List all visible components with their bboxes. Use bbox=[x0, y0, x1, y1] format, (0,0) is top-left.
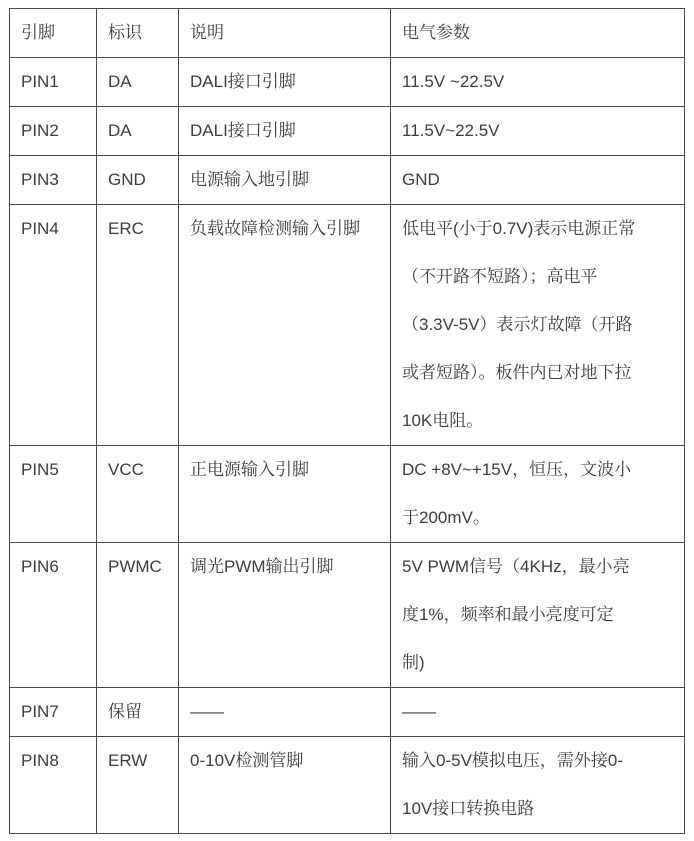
cell-line: 制) bbox=[402, 653, 425, 672]
cell-pin bbox=[10, 737, 97, 834]
cell-line: DA bbox=[108, 72, 132, 91]
cell-label bbox=[97, 688, 179, 737]
cell-line: PWMC bbox=[108, 557, 162, 576]
cell-line: 输入0-5V模拟电压，需外接0- bbox=[402, 751, 624, 770]
pin-definition-table bbox=[9, 8, 685, 834]
cell-label bbox=[97, 156, 179, 205]
cell-params bbox=[391, 688, 685, 737]
cell-line: ERW bbox=[108, 751, 148, 770]
cell-params bbox=[391, 58, 685, 107]
cell-line: PIN3 bbox=[21, 170, 59, 189]
table-header-row bbox=[10, 9, 685, 58]
cell-params bbox=[391, 446, 685, 543]
cell-line: 5V PWM信号（4KHz，最小亮 bbox=[402, 557, 630, 576]
cell-line: PIN7 bbox=[21, 702, 59, 721]
table-row bbox=[10, 446, 685, 543]
table-body bbox=[10, 58, 685, 834]
cell-line: PIN4 bbox=[21, 219, 59, 238]
cell-label bbox=[97, 205, 179, 446]
cell-line: 度1%，频率和最小亮度可定 bbox=[402, 605, 614, 624]
cell-line: DA bbox=[108, 121, 132, 140]
cell-desc bbox=[179, 107, 391, 156]
cell-pin bbox=[10, 58, 97, 107]
column-header-pin: 引脚 bbox=[10, 9, 97, 58]
cell-line: GND bbox=[108, 170, 146, 189]
cell-desc bbox=[179, 737, 391, 834]
cell-line: DC +8V~+15V，恒压，文波小 bbox=[402, 460, 632, 479]
cell-pin bbox=[10, 156, 97, 205]
table-row bbox=[10, 58, 685, 107]
cell-params bbox=[391, 205, 685, 446]
cell-line: （不开路不短路）；高电平 bbox=[402, 267, 598, 286]
cell-line: PIN5 bbox=[21, 460, 59, 479]
cell-params bbox=[391, 543, 685, 688]
cell-line: 10V接口转换电路 bbox=[402, 799, 535, 818]
cell-label bbox=[97, 737, 179, 834]
column-header-params: 电气参数 bbox=[391, 9, 685, 58]
cell-label bbox=[97, 446, 179, 543]
cell-pin bbox=[10, 107, 97, 156]
cell-line: PIN2 bbox=[21, 121, 59, 140]
cell-label bbox=[97, 543, 179, 688]
cell-line: PIN8 bbox=[21, 751, 59, 770]
table-row bbox=[10, 737, 685, 834]
table-row bbox=[10, 205, 685, 446]
cell-desc bbox=[179, 205, 391, 446]
cell-line: PIN6 bbox=[21, 557, 59, 576]
table-row bbox=[10, 156, 685, 205]
cell-line: 0-10V检测管脚 bbox=[190, 751, 304, 770]
cell-line: 或者短路）。板件内已对地下拉 bbox=[402, 363, 632, 382]
cell-line: 正电源输入引脚 bbox=[190, 460, 309, 479]
cell-line: 11.5V ~22.5V bbox=[402, 72, 505, 91]
cell-desc bbox=[179, 446, 391, 543]
cell-label bbox=[97, 58, 179, 107]
cell-line: 电源输入地引脚 bbox=[190, 170, 309, 189]
cell-line: PIN1 bbox=[21, 72, 59, 91]
cell-line: 低电平(小于0.7V)表示电源正常 bbox=[402, 219, 636, 238]
cell-line: —— bbox=[402, 702, 436, 721]
cell-desc bbox=[179, 543, 391, 688]
cell-line: 于200mV。 bbox=[402, 508, 490, 527]
cell-params bbox=[391, 156, 685, 205]
column-header-desc: 说明 bbox=[179, 9, 391, 58]
cell-params bbox=[391, 737, 685, 834]
cell-line: VCC bbox=[108, 460, 144, 479]
cell-pin bbox=[10, 688, 97, 737]
cell-desc bbox=[179, 156, 391, 205]
cell-pin bbox=[10, 543, 97, 688]
cell-line: DALI接口引脚 bbox=[190, 72, 296, 91]
cell-line: 11.5V~22.5V bbox=[402, 121, 500, 140]
cell-desc bbox=[179, 688, 391, 737]
cell-line: 调光PWM输出引脚 bbox=[190, 557, 334, 576]
cell-label bbox=[97, 107, 179, 156]
cell-line: ERC bbox=[108, 219, 144, 238]
table-row bbox=[10, 107, 685, 156]
cell-line: GND bbox=[402, 170, 440, 189]
table-row bbox=[10, 688, 685, 737]
cell-desc bbox=[179, 58, 391, 107]
cell-params bbox=[391, 107, 685, 156]
cell-line: 10K电阻。 bbox=[402, 411, 484, 430]
cell-line: （3.3V-5V）表示灯故障（开路 bbox=[402, 315, 633, 334]
cell-line: —— bbox=[190, 702, 224, 721]
cell-pin bbox=[10, 205, 97, 446]
cell-line: 保留 bbox=[108, 702, 142, 721]
cell-pin bbox=[10, 446, 97, 543]
cell-line: DALI接口引脚 bbox=[190, 121, 296, 140]
column-header-label: 标识 bbox=[97, 9, 179, 58]
cell-line: 负载故障检测输入引脚 bbox=[190, 219, 360, 238]
table-row bbox=[10, 543, 685, 688]
